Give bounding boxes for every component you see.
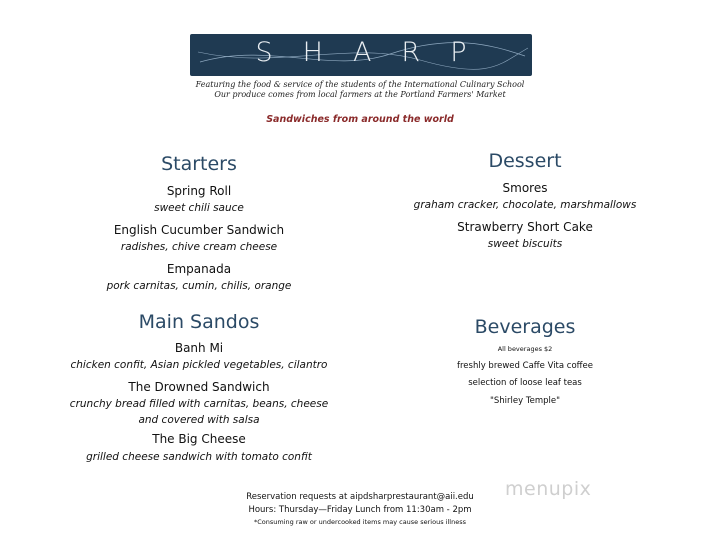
menu-item-desc-cont: and covered with salsa xyxy=(138,414,260,426)
menu-item-name: The Big Cheese xyxy=(152,432,246,446)
menu-item-desc: grilled cheese sandwich with tomato confit xyxy=(86,451,312,463)
sharp-logo xyxy=(190,34,532,76)
menu-item-desc: graham cracker, chocolate, marshmallows xyxy=(413,199,637,211)
beverages-price-note: All beverages $2 xyxy=(497,345,553,353)
menu-item-desc: pork carnitas, cumin, chilis, orange xyxy=(106,280,292,292)
tagline-line-2: Our produce comes from local farmers at the Portland Farmers' Market xyxy=(214,90,506,99)
menu-item-name: Empanada xyxy=(166,262,232,276)
menu-item-name: The Drowned Sandwich xyxy=(128,380,270,394)
menu-item-desc: crunchy bread filled with carnitas, beans, cheese xyxy=(69,398,329,410)
beverage-item: selection of loose leaf teas xyxy=(468,378,582,388)
menu-item-name: English Cucumber Sandwich xyxy=(113,223,285,237)
menu-item-name: Smores xyxy=(502,181,548,195)
menu-subtitle: Sandwiches from around the world xyxy=(266,114,454,125)
menu-item-desc: chicken confit, Asian pickled vegetables, cilantro xyxy=(70,359,328,371)
starters-heading: Starters xyxy=(161,153,237,175)
logo-text: SHARP xyxy=(255,37,497,68)
beverage-item: "Shirley Temple" xyxy=(489,396,561,406)
menu-item-desc: sweet chili sauce xyxy=(154,202,244,214)
reservation-info: Reservation requests at aipdsharprestaurant@aii.edu xyxy=(246,492,474,502)
menu-item-desc: radishes, chive cream cheese xyxy=(120,241,278,253)
menu-item-name: Spring Roll xyxy=(166,184,232,198)
hours-info: Hours: Thursday—Friday Lunch from 11:30am - 2pm xyxy=(248,505,472,515)
beverage-item: freshly brewed Caffe Vita coffee xyxy=(456,361,593,371)
menu-item-desc: sweet biscuits xyxy=(487,238,563,250)
menupix-watermark: menupix xyxy=(505,478,592,500)
food-safety-warning: *Consuming raw or undercooked items may cause serious illness xyxy=(254,518,466,526)
menu-item-name: Banh Mi xyxy=(174,341,224,355)
main-sandos-heading: Main Sandos xyxy=(138,311,260,333)
tagline-line-1: Featuring the food & service of the students of the International Culinary School xyxy=(195,80,525,89)
beverages-heading: Beverages xyxy=(474,316,576,338)
dessert-heading: Dessert xyxy=(488,150,562,172)
menu-item-name: Strawberry Short Cake xyxy=(457,220,593,234)
